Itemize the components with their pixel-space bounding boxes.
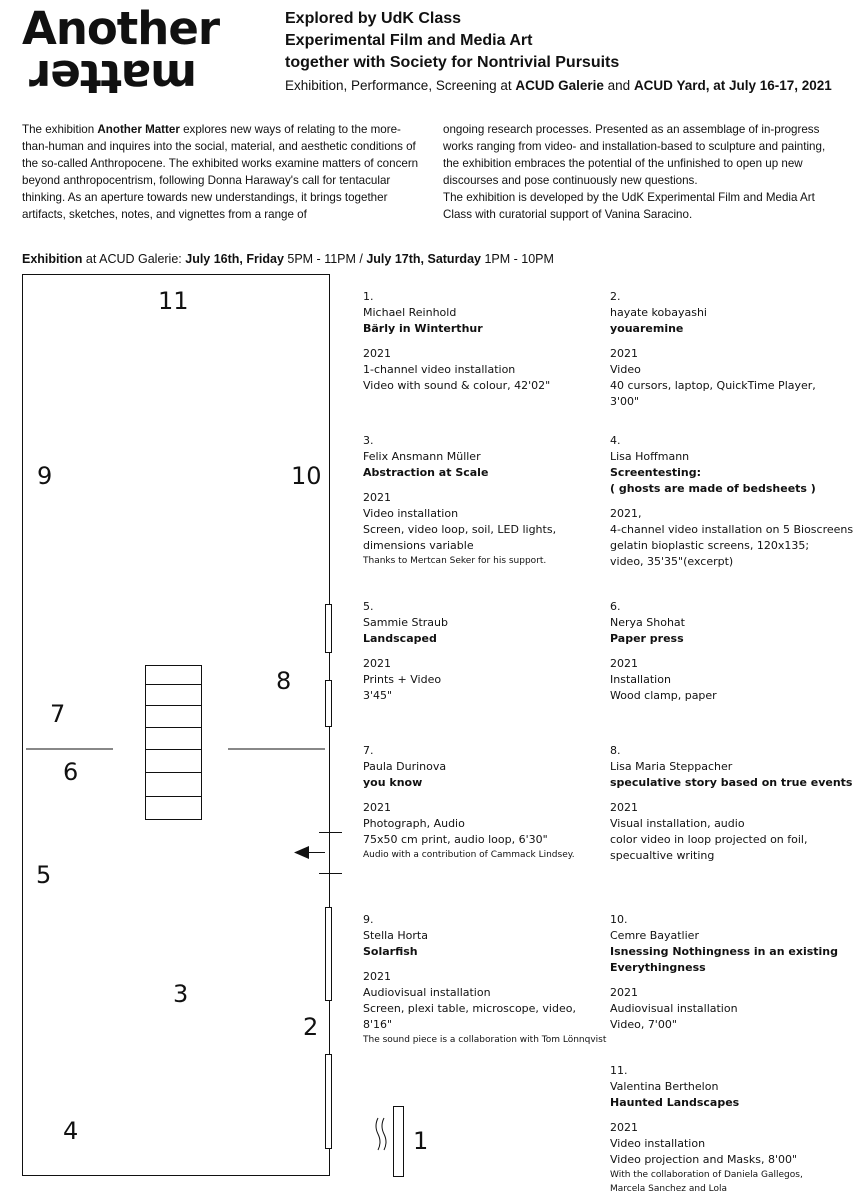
work-detail: 2021 [363,801,391,814]
work-number: 11. [610,1064,628,1077]
plan-label-2: 2 [303,1013,319,1041]
work-detail: 3'45" [363,689,393,702]
screen-3 [326,908,332,1001]
venue-yard: ACUD Yard, [633,78,710,93]
work-number: 2. [610,290,621,303]
work-detail: 4-channel video installation on 5 Bioscreens [610,523,854,536]
work-entry-6 [610,599,855,704]
work-artist: hayate kobayashi [610,306,707,319]
logo-another: Another [22,2,220,55]
work-title: Screentesting: ( ghosts are made of bedsheets ) [610,466,816,495]
plan-label-3: 3 [173,980,189,1008]
screen-8 [326,681,332,727]
work-artist: Michael Reinhold [363,306,457,319]
work-detail: Installation [610,673,671,686]
plan-label-11: 11 [158,287,189,315]
work-detail: gelatin bioplastic screens, 120x135; [610,539,810,552]
plan-label-7: 7 [50,700,66,728]
screen-2 [326,1055,332,1149]
header-line-3: together with Society for Nontrivial Pursuits [285,54,620,71]
work-detail: Visual installation, audio [610,817,745,830]
work-number: 6. [610,600,621,613]
work-detail: 2021 [363,347,391,360]
work-detail: 2021, [610,507,642,520]
work-number: 1. [363,290,374,303]
plan-label-1: 1 [413,1127,429,1155]
venue-galerie: ACUD Galerie [515,78,604,93]
work-detail: Photograph, Audio [363,817,465,830]
work-title: Bärly in Winterthur [363,322,483,335]
header-line-1: Explored by UdK Class [285,10,462,27]
header-line-2: Experimental Film and Media Art [285,32,533,49]
work-number: 4. [610,434,621,447]
work-detail: 2021 [610,801,638,814]
screen-5 [326,605,332,653]
work-entry-9 [363,912,608,1047]
work-artist: Valentina Berthelon [610,1080,719,1093]
schedule-day2: July 17th, Saturday [366,252,481,266]
work-number: 8. [610,744,621,757]
intro-text: The exhibition [22,123,98,136]
work-detail: 2021 [610,986,638,999]
work-detail: Video installation [363,507,459,520]
work-entry-10 [610,912,855,1033]
intro-paragraph: The exhibition is developed by the UdK Experimental Film and Media Art Class with curatorial support of Vanina Saracino. [443,191,815,221]
work-detail: Audiovisual installation [363,986,491,999]
plan-label-9: 9 [37,462,53,490]
intro-paragraph: ongoing research processes. Presented as an assemblage of in-progress works ranging from video- and installation-based to sculpture and painting, the exhibition embraces the potential of the unfinished to open up new discourses and pose continuously new questions. [443,123,826,187]
work-note: With the collaboration of Daniela Gallegos, Marcela Sanchez and Lola [610,1170,803,1194]
work-detail: 2021 [610,657,638,670]
schedule-day1: July 16th, Friday [185,252,284,266]
work-detail: Video, 7'00" [610,1018,677,1031]
work-detail: Video projection and Masks, 8'00" [610,1153,798,1166]
work-title: Abstraction at Scale [363,466,489,479]
work-title: speculative story based on true events [610,776,853,789]
work-note: Thanks to Mertcan Seker for his support. [363,556,547,566]
work-detail: color video in loop projected on foil, [610,833,808,846]
work-detail: 75x50 cm print, audio loop, 6'30" [363,833,548,846]
work-title: youaremine [610,322,684,335]
work-number: 3. [363,434,374,447]
schedule-label: Exhibition [22,252,83,266]
entrance-arrow-icon [294,846,309,859]
work-number: 5. [363,600,374,613]
work-detail: 2021 [610,347,638,360]
work-title: you know [363,776,423,789]
work-title: Solarfish [363,945,418,958]
schedule-time1: 5PM - 11PM / [283,252,367,266]
work-detail: Prints + Video [363,673,442,686]
screen-1 [394,1107,404,1177]
work-detail: Screen, plexi table, microscope, video, 8'16" [363,1002,576,1031]
work-detail: Wood clamp, paper [610,689,717,702]
work-detail: Video [610,363,641,376]
work-note: Audio with a contribution of Cammack Lindsey. [363,850,575,860]
work-artist: Stella Horta [363,929,428,942]
work-number: 7. [363,744,374,757]
plan-label-6: 6 [63,758,79,786]
sound-wave-icon [376,1118,380,1150]
work-entry-8 [610,743,855,864]
work-detail: 2021 [363,657,391,670]
work-artist: Lisa Maria Steppacher [610,760,733,773]
work-artist: Sammie Straub [363,616,448,629]
work-artist: Cemre Bayatlier [610,929,699,942]
work-detail: 40 cursors, laptop, QuickTime Player, [610,379,816,392]
intro-title: Another Matter [97,123,180,136]
work-detail: video, 35'35"(excerpt) [610,555,734,568]
work-detail: Video installation [610,1137,706,1150]
work-detail: 3'00" [610,395,640,408]
work-entry-4 [610,433,855,570]
work-artist: Nerya Shohat [610,616,685,629]
logo-matter-inverted: matter [30,50,197,103]
work-detail: Video with sound & colour, 42'02" [363,379,551,392]
subtitle-text: Exhibition, Performance, Screening at [285,78,516,93]
work-detail: Screen, video loop, soil, LED lights, [363,523,557,536]
work-detail: specualtive writing [610,849,715,862]
work-detail: dimensions variable [363,539,474,552]
subtitle-text: and [603,78,634,93]
work-title: Landscaped [363,632,437,645]
schedule-time2: 1PM - 10PM [480,252,554,266]
work-number: 9. [363,913,374,926]
work-title: Haunted Landscapes [610,1096,740,1109]
plan-label-4: 4 [63,1117,79,1145]
work-artist: Felix Ansmann Müller [363,450,481,463]
work-detail: 1-channel video installation [363,363,516,376]
intro-text: explores new ways of relating to the more-than-human and inquires into the social, material, and aesthetic conditions of the so-called Anthropocene. The exhibited works examine matters of concern beyond anthropocentrism, following Donna Haraway's call for tentacular thinking. As an aperture towards new understandings, it brings together artifacts, sketches, notes, and vignettes from a range of [22,123,419,221]
work-artist: Lisa Hoffmann [610,450,690,463]
work-entry-2 [610,289,855,410]
work-detail: 2021 [363,970,391,983]
subtitle-date: at July 16-17, 2021 [709,78,832,93]
work-detail: 2021 [610,1121,638,1134]
work-note: The sound piece is a collaboration with Tom Lönnqvist [363,1035,607,1045]
work-entry-11 [610,1063,855,1196]
work-detail: Audiovisual installation [610,1002,738,1015]
work-entry-5 [363,599,608,704]
work-entry-1 [363,289,608,394]
work-entry-7 [363,743,608,862]
work-entry-3 [363,433,608,568]
plan-label-8: 8 [276,667,292,695]
work-title: Isnessing Nothingness in an existing Everythingness [610,945,838,974]
plan-label-5: 5 [36,861,52,889]
gallery-outline [23,275,330,1176]
plan-label-10: 10 [291,462,322,490]
work-title: Paper press [610,632,684,645]
work-detail: 2021 [363,491,391,504]
schedule-venue: at ACUD Galerie: [82,252,186,266]
work-number: 10. [610,913,628,926]
work-artist: Paula Durinova [363,760,447,773]
